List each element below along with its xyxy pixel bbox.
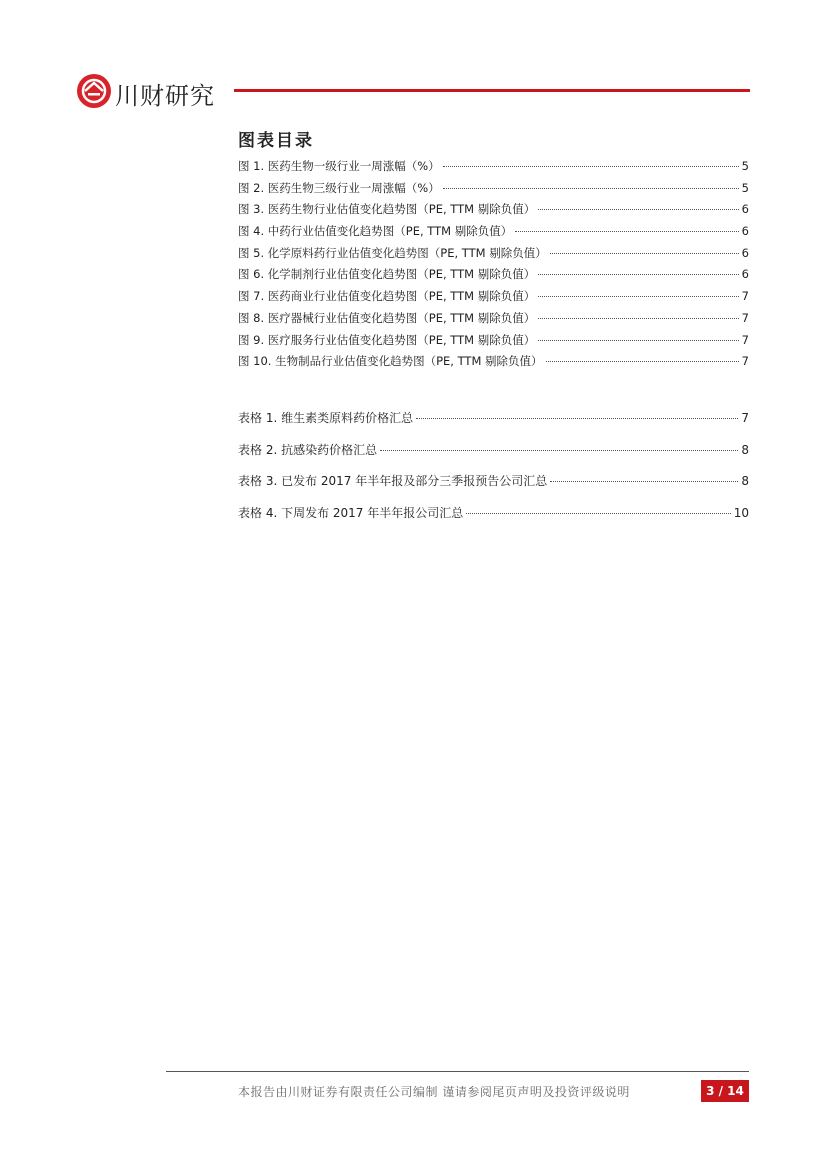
- figure-entry[interactable]: [238, 158, 749, 180]
- toc-title: 图表目录: [238, 131, 314, 151]
- table-entry[interactable]: [238, 472, 749, 504]
- table-entry-label: 表格 3. 已发布 2017 年半年报及部分三季报预告公司汇总: [238, 474, 548, 488]
- figure-entry-label: 图 8. 医疗器械行业估值变化趋势图（PE, TTM 剔除负值）: [238, 310, 536, 325]
- table-entry-label: 表格 4. 下周发布 2017 年半年报公司汇总: [238, 505, 464, 520]
- table-entry-page: 7: [741, 411, 749, 425]
- dot-leader: [466, 513, 730, 514]
- figure-entry[interactable]: [238, 332, 749, 354]
- table-entry-label: 表格 1. 维生素类原料药价格汇总: [238, 411, 414, 425]
- figure-entry[interactable]: [238, 201, 749, 223]
- dot-leader: [538, 209, 738, 210]
- table-entry-page: 8: [741, 442, 749, 457]
- footer-rule: [166, 1071, 749, 1072]
- table-entry-page: 10: [733, 505, 749, 520]
- figure-entry-label: 图 7. 医药商业行业估值变化趋势图（PE, TTM 剔除负值）: [238, 289, 536, 304]
- header-rule: [234, 89, 750, 92]
- figure-entry-page: 5: [741, 180, 749, 195]
- dot-leader: [416, 418, 738, 419]
- figure-entry-page: 7: [741, 310, 749, 325]
- figure-entry-label: 图 6. 化学制剂行业估值变化趋势图（PE, TTM 剔除负值）: [238, 267, 536, 282]
- figure-entry[interactable]: [238, 180, 749, 202]
- brand-name: 川财研究: [115, 82, 215, 110]
- chuancai-logo-icon: [77, 74, 111, 108]
- figure-entry-label: 图 2. 医药生物三级行业一周涨幅（%）: [238, 180, 440, 195]
- dot-leader: [538, 296, 738, 297]
- dot-leader: [538, 274, 738, 275]
- figure-entry-page: 6: [741, 245, 749, 260]
- dot-leader: [538, 340, 738, 341]
- figure-entry-page: 7: [741, 332, 749, 347]
- table-entry[interactable]: [238, 441, 749, 473]
- table-entry[interactable]: [238, 409, 749, 441]
- footer-disclaimer: 本报告由川财证券有限责任公司编制 谨请参阅尾页声明及投资评级说明: [238, 1085, 630, 1099]
- page-indicator: 3 / 14: [701, 1080, 749, 1102]
- figure-entry-page: 7: [741, 289, 749, 304]
- dot-leader: [380, 450, 738, 451]
- figure-entry-label: 图 10. 生物制品行业估值变化趋势图（PE, TTM 剔除负值）: [238, 354, 543, 369]
- table-entry-label: 表格 2. 抗感染药价格汇总: [238, 442, 378, 457]
- dot-leader: [443, 166, 739, 167]
- figure-entry-label: 图 9. 医疗服务行业估值变化趋势图（PE, TTM 剔除负值）: [238, 332, 536, 347]
- dot-leader: [538, 318, 738, 319]
- figure-entry-page: 5: [741, 159, 749, 173]
- dot-leader: [443, 188, 739, 189]
- dot-leader: [546, 361, 739, 362]
- figure-entry[interactable]: [238, 223, 749, 245]
- figure-entry-label: 图 4. 中药行业估值变化趋势图（PE, TTM 剔除负值）: [238, 224, 513, 239]
- figure-entry-label: 图 5. 化学原料药行业估值变化趋势图（PE, TTM 剔除负值）: [238, 245, 547, 260]
- figure-entry-label: 图 1. 医药生物一级行业一周涨幅（%）: [238, 159, 440, 173]
- figure-entry-page: 6: [741, 267, 749, 282]
- table-entry[interactable]: [238, 504, 749, 536]
- dot-leader: [550, 481, 738, 482]
- figure-entry-label: 图 3. 医药生物行业估值变化趋势图（PE, TTM 剔除负值）: [238, 202, 536, 217]
- table-entry-page: 8: [741, 474, 749, 488]
- dot-leader: [515, 231, 738, 232]
- figure-list: [238, 158, 749, 375]
- figure-entry-page: 7: [741, 354, 749, 369]
- figure-entry[interactable]: [238, 353, 749, 375]
- figure-entry[interactable]: [238, 266, 749, 288]
- dot-leader: [550, 253, 739, 254]
- figure-entry-page: 6: [741, 202, 749, 217]
- figure-entry-page: 6: [741, 224, 749, 239]
- figure-entry[interactable]: [238, 288, 749, 310]
- table-list: [238, 409, 749, 535]
- figure-entry[interactable]: [238, 245, 749, 267]
- figure-entry[interactable]: [238, 310, 749, 332]
